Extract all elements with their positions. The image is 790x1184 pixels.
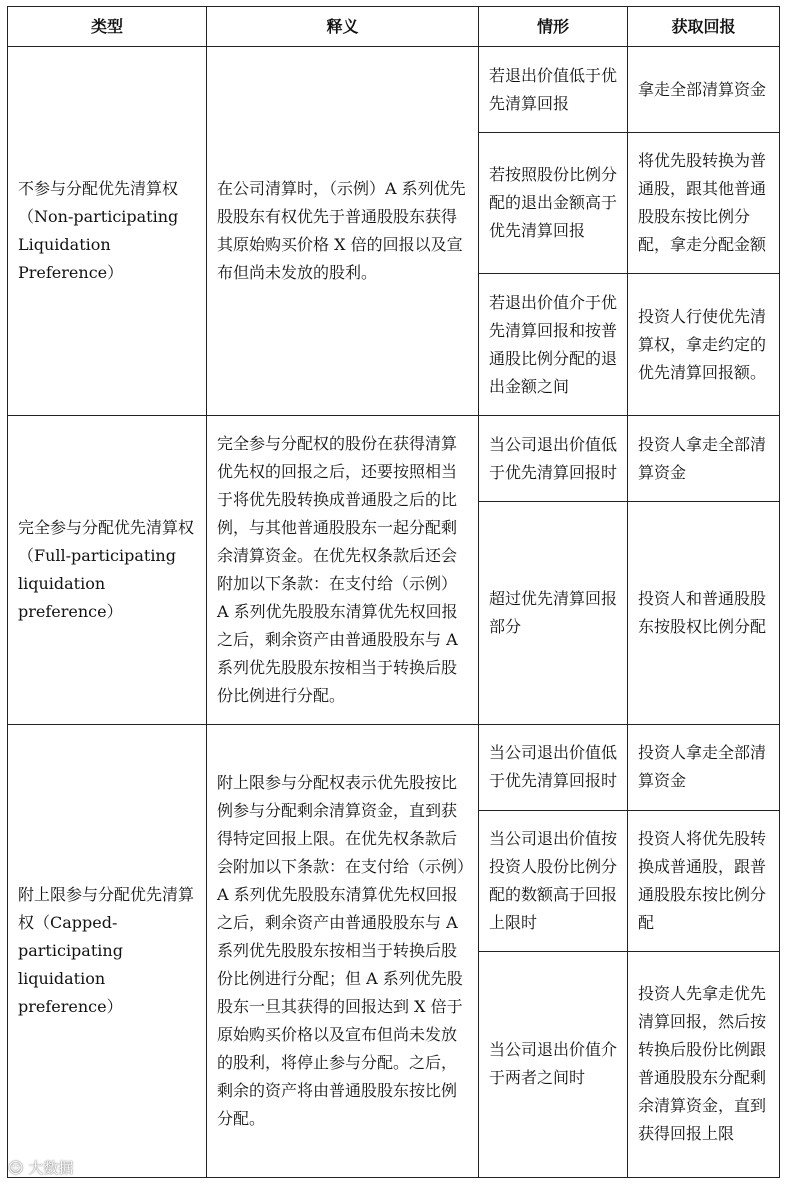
- return-cell: 投资人行使优先清算权，拿走约定的优先清算回报额。: [628, 274, 780, 416]
- return-cell: 投资人先拿走优先清算回报，然后按转换后股份比例跟普通股股东分配剩余清算资金，直到获得回报上限: [628, 951, 780, 1177]
- type-cell: [8, 724, 207, 1177]
- return-cell: 投资人将优先股转换成普通股，跟普通股股东按比例分配: [628, 810, 780, 951]
- return-cell: 投资人拿走全部清算资金: [628, 724, 780, 810]
- header-type: 类型: [8, 7, 207, 47]
- header-definition: 释义: [207, 7, 479, 47]
- return-cell: 拿走全部清算资金: [628, 47, 780, 133]
- type-name-en: （Capped-participating liquidation preference）: [18, 912, 123, 1016]
- type-name-en: （Full-participating liquidation preference）: [18, 545, 176, 621]
- table-row: [8, 416, 780, 502]
- situation-cell: 当公司退出价值低于优先清算回报时: [479, 416, 628, 502]
- type-name-cn: 不参与分配优先清算权: [18, 179, 179, 199]
- return-cell: 投资人拿走全部清算资金: [628, 416, 780, 502]
- definition-cell: 附上限参与分配权表示优先股按比例参与分配剩余清算资金，直到获得特定回报上限。在优先权条款后会附加以下条款：在支付给（示例）A 系列优先股股东清算优先权回报之后，剩余资产由普通股股东与 A 系列优先股股东按相当于转换后股份比例进行分配；但 A 系列优先股股东一旦其获得的回报达到 X 倍于原始购买价格以及宣布但尚未发放的股利，将停止参与分配。之后，剩余的资产将由普通股股东按比例分配。: [207, 724, 479, 1177]
- return-cell: 将优先股转换为普通股，跟其他普通股股东按比例分配，拿走分配金额: [628, 133, 780, 274]
- type-name-cn: 附上限参与分配优先清算权: [18, 884, 195, 932]
- header-situation: 情形: [479, 7, 628, 47]
- header-row: [8, 7, 780, 47]
- definition-cell: 完全参与分配权的股份在获得清算优先权的回报之后，还要按照相当于将优先股转换成普通股之后的比例，与其他普通股股东一起分配剩余清算资金。在优先权条款后还会附加以下条款：在支付给（示例）A 系列优先股股东清算优先权回报之后，剩余资产由普通股股东与 A 系列优先股股东按相当于转换后股份比例进行分配。: [207, 416, 479, 724]
- situation-cell: 若按照股份比例分配的退出金额高于优先清算回报: [479, 133, 628, 274]
- liquidation-preference-table: [7, 6, 780, 1178]
- header-return: 获取回报: [628, 7, 780, 47]
- type-cell: [8, 47, 207, 416]
- return-cell: 投资人和普通股股东按股权比例分配: [628, 502, 780, 724]
- situation-cell: 若退出价值介于优先清算回报和按普通股比例分配的退出金额之间: [479, 274, 628, 416]
- type-name-en: （Non-participating Liquidation Preference）: [18, 207, 179, 283]
- situation-cell: 当公司退出价值按投资人股份比例分配的数额高于回报上限时: [479, 810, 628, 951]
- table-row: [8, 47, 780, 133]
- type-cell: [8, 416, 207, 724]
- situation-cell: 当公司退出价值介于两者之间时: [479, 951, 628, 1177]
- watermark-icon: ☺: [8, 1159, 29, 1177]
- type-name-cn: 完全参与分配优先清算权: [18, 517, 195, 537]
- table-row: [8, 724, 780, 810]
- situation-cell: 若退出价值低于优先清算回报: [479, 47, 628, 133]
- situation-cell: 当公司退出价值低于优先清算回报时: [479, 724, 628, 810]
- definition-cell: 在公司清算时，（示例）A 系列优先股股东有权优先于普通股股东获得其原始购买价格 X 倍的回报以及宣布但尚未发放的股利。: [207, 47, 479, 416]
- situation-cell: 超过优先清算回报部分: [479, 502, 628, 724]
- watermark: ☺ 大数据: [8, 1159, 74, 1177]
